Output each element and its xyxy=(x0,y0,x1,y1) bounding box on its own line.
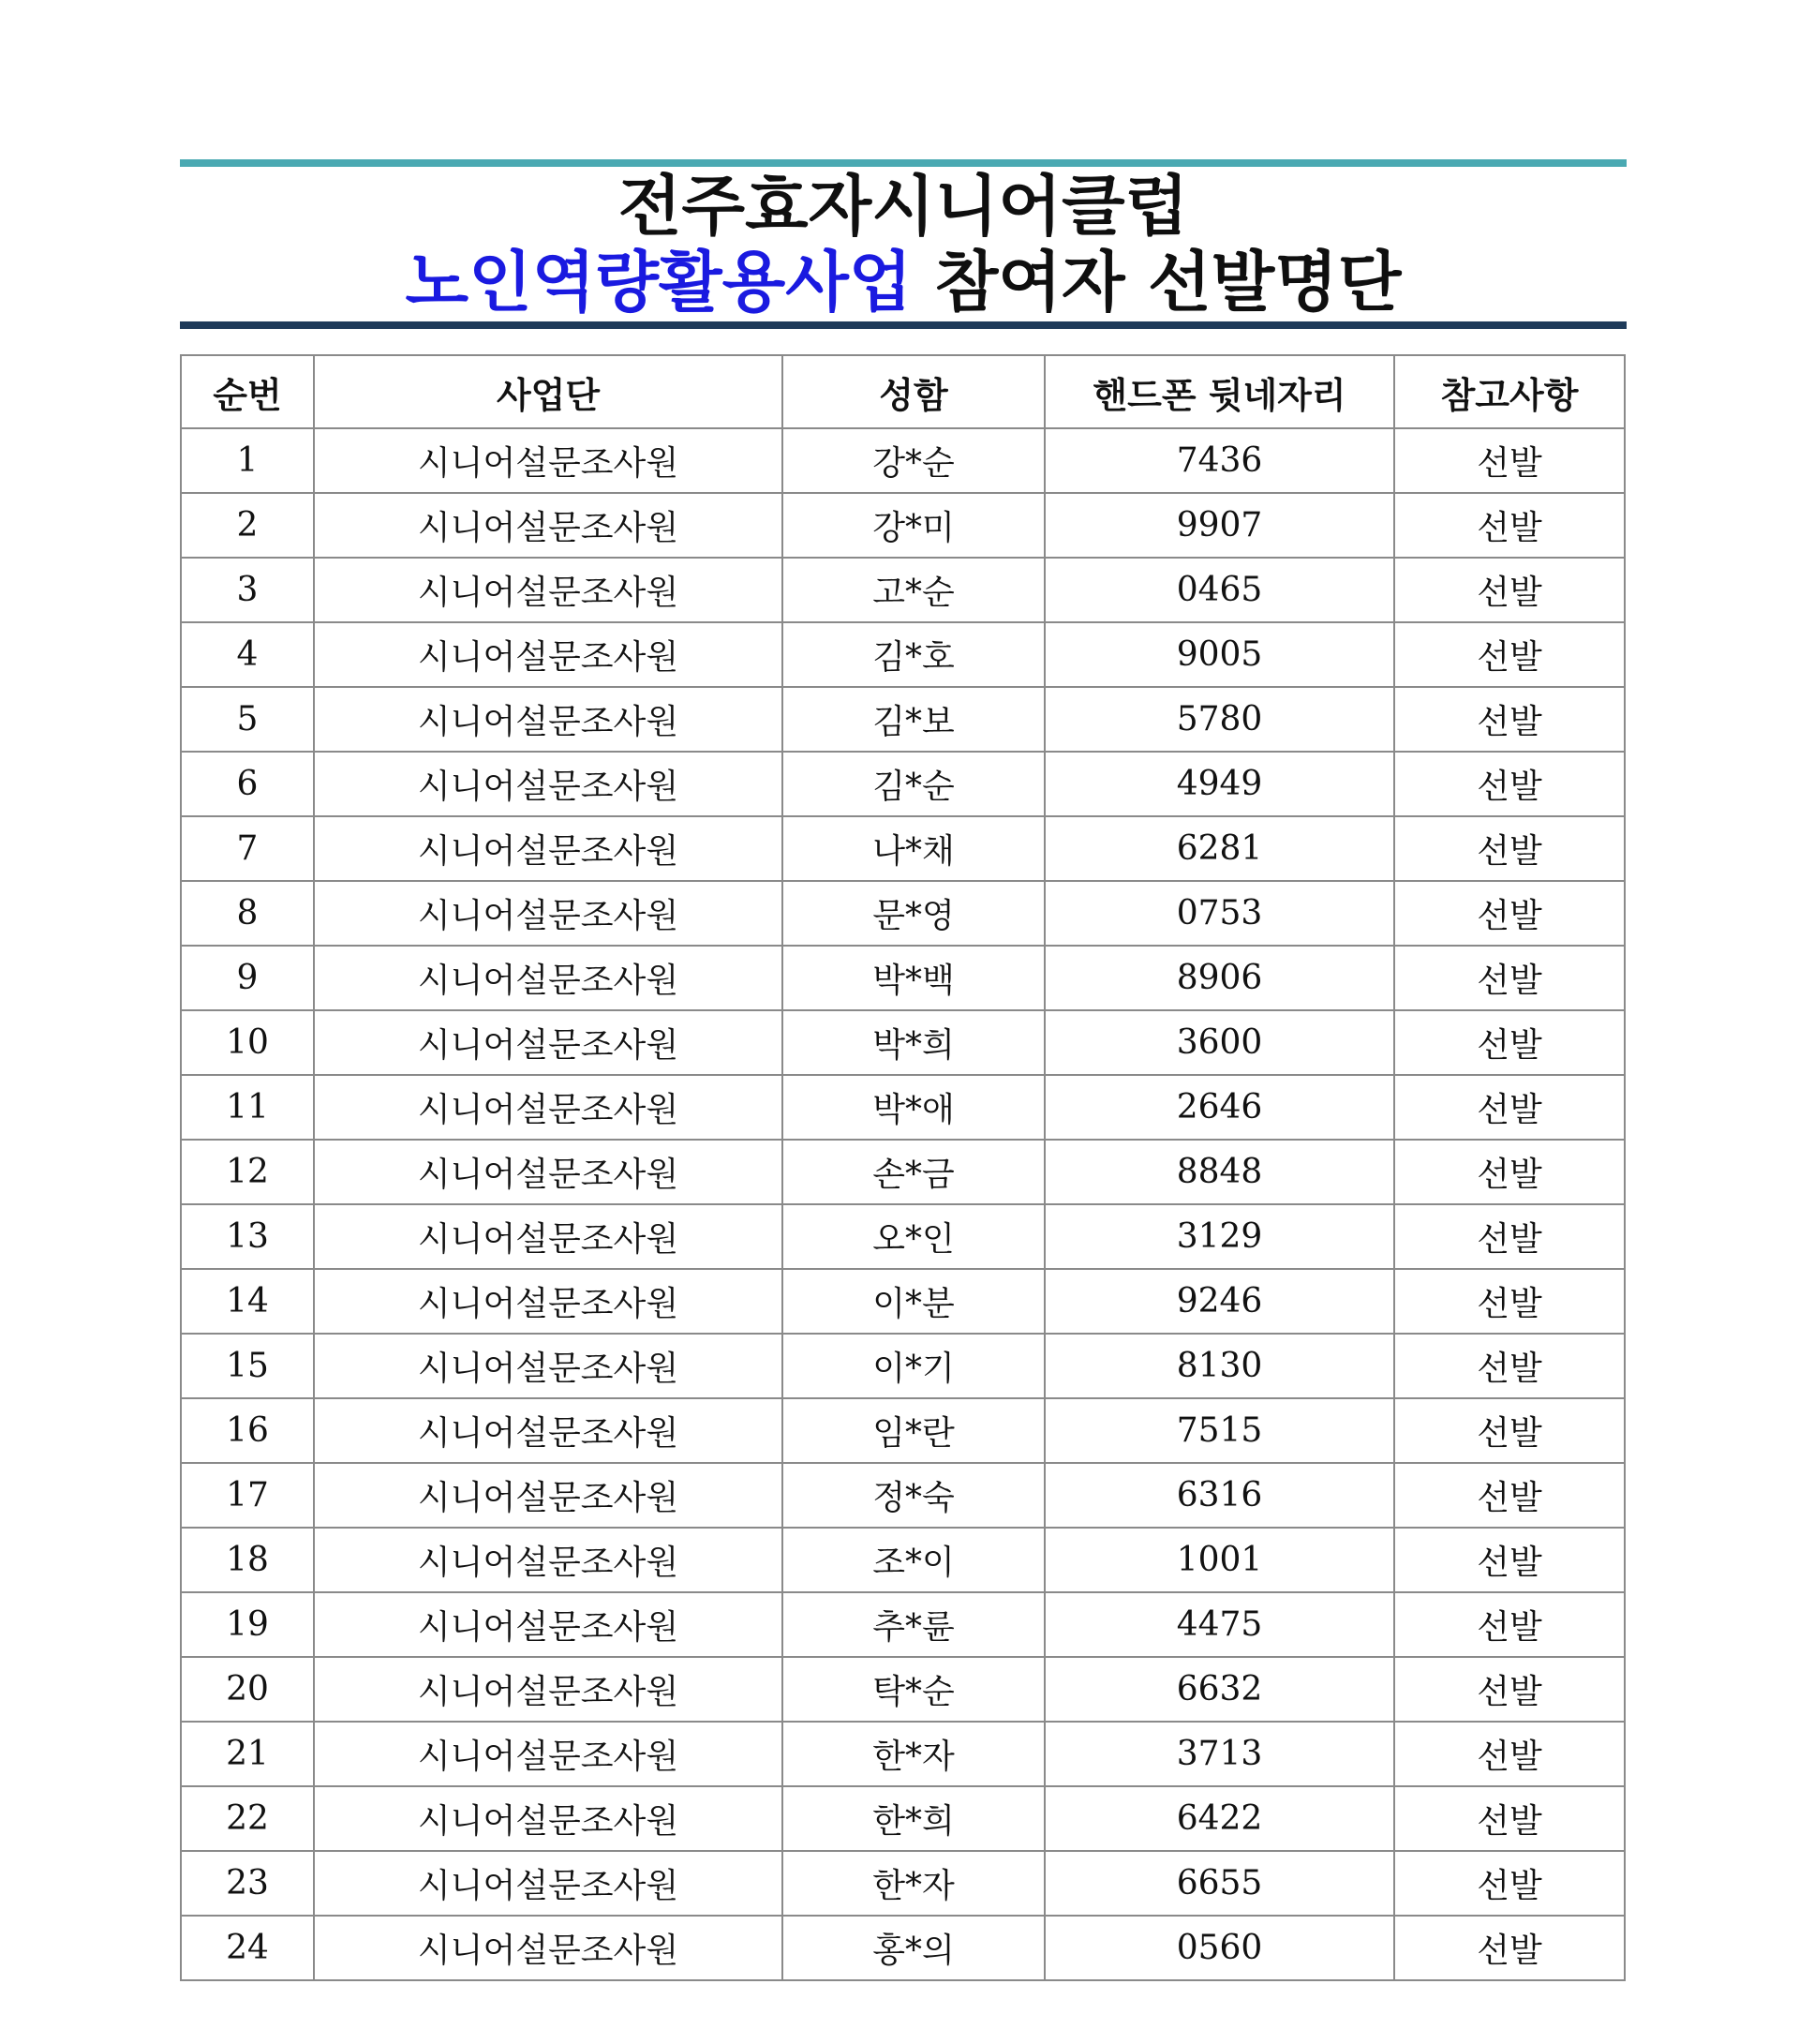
cell-number: 2 xyxy=(181,493,314,558)
table-row xyxy=(181,1786,1625,1851)
table-row xyxy=(181,1528,1625,1592)
cell-project: 시니어설문조사원 xyxy=(314,1269,782,1334)
cell-project: 시니어설문조사원 xyxy=(314,881,782,946)
document-subtitle xyxy=(180,244,1627,321)
cell-phone-last4: 5780 xyxy=(1045,687,1394,752)
cell-remarks: 선발 xyxy=(1394,1851,1625,1916)
header-project: 사업단 xyxy=(314,355,782,428)
cell-name: 홍*의 xyxy=(782,1916,1045,1980)
cell-phone-last4: 0753 xyxy=(1045,881,1394,946)
cell-number: 10 xyxy=(181,1010,314,1075)
cell-project: 시니어설문조사원 xyxy=(314,1398,782,1463)
cell-remarks: 선발 xyxy=(1394,1010,1625,1075)
cell-number: 12 xyxy=(181,1140,314,1204)
table-row xyxy=(181,816,1625,881)
cell-project: 시니어설문조사원 xyxy=(314,622,782,687)
table-body xyxy=(181,428,1625,1980)
table-row xyxy=(181,493,1625,558)
cell-number: 17 xyxy=(181,1463,314,1528)
cell-name: 탁*순 xyxy=(782,1657,1045,1722)
cell-project: 시니어설문조사원 xyxy=(314,1786,782,1851)
list-name: 참여자 선발명단 xyxy=(912,244,1402,321)
table-row xyxy=(181,946,1625,1010)
table-row xyxy=(181,558,1625,622)
table-row xyxy=(181,1010,1625,1075)
cell-phone-last4: 7436 xyxy=(1045,428,1394,493)
cell-remarks: 선발 xyxy=(1394,493,1625,558)
cell-name: 정*숙 xyxy=(782,1463,1045,1528)
table-row xyxy=(181,1916,1625,1980)
cell-project: 시니어설문조사원 xyxy=(314,687,782,752)
cell-number: 18 xyxy=(181,1528,314,1592)
cell-phone-last4: 6281 xyxy=(1045,816,1394,881)
cell-phone-last4: 6655 xyxy=(1045,1851,1394,1916)
cell-project: 시니어설문조사원 xyxy=(314,752,782,816)
cell-name: 박*애 xyxy=(782,1075,1045,1140)
table-row xyxy=(181,1722,1625,1786)
cell-project: 시니어설문조사원 xyxy=(314,816,782,881)
cell-number: 5 xyxy=(181,687,314,752)
cell-phone-last4: 3600 xyxy=(1045,1010,1394,1075)
header-number: 순번 xyxy=(181,355,314,428)
cell-phone-last4: 8130 xyxy=(1045,1334,1394,1398)
cell-name: 임*란 xyxy=(782,1398,1045,1463)
cell-remarks: 선발 xyxy=(1394,752,1625,816)
table-row xyxy=(181,1657,1625,1722)
cell-remarks: 선발 xyxy=(1394,1916,1625,1980)
bottom-divider xyxy=(180,321,1627,329)
cell-name: 나*채 xyxy=(782,816,1045,881)
cell-project: 시니어설문조사원 xyxy=(314,1075,782,1140)
organization-name: 전주효자시니어클럽 xyxy=(617,168,1189,245)
cell-number: 9 xyxy=(181,946,314,1010)
cell-phone-last4: 3129 xyxy=(1045,1204,1394,1269)
cell-remarks: 선발 xyxy=(1394,1334,1625,1398)
cell-number: 6 xyxy=(181,752,314,816)
cell-name: 한*자 xyxy=(782,1722,1045,1786)
cell-number: 19 xyxy=(181,1592,314,1657)
cell-remarks: 선발 xyxy=(1394,1269,1625,1334)
cell-phone-last4: 9907 xyxy=(1045,493,1394,558)
table-row xyxy=(181,1204,1625,1269)
cell-remarks: 선발 xyxy=(1394,687,1625,752)
cell-remarks: 선발 xyxy=(1394,558,1625,622)
cell-name: 한*자 xyxy=(782,1851,1045,1916)
table-row xyxy=(181,1269,1625,1334)
table-row xyxy=(181,1851,1625,1916)
cell-project: 시니어설문조사원 xyxy=(314,946,782,1010)
cell-number: 14 xyxy=(181,1269,314,1334)
cell-project: 시니어설문조사원 xyxy=(314,1657,782,1722)
cell-number: 8 xyxy=(181,881,314,946)
cell-project: 시니어설문조사원 xyxy=(314,1010,782,1075)
table-row xyxy=(181,1463,1625,1528)
top-divider xyxy=(180,159,1627,167)
cell-number: 15 xyxy=(181,1334,314,1398)
table-row xyxy=(181,881,1625,946)
header-phone-last4: 핸드폰 뒷네자리 xyxy=(1045,355,1394,428)
cell-remarks: 선발 xyxy=(1394,816,1625,881)
cell-phone-last4: 8848 xyxy=(1045,1140,1394,1204)
cell-name: 이*기 xyxy=(782,1334,1045,1398)
cell-phone-last4: 8906 xyxy=(1045,946,1394,1010)
table-row xyxy=(181,687,1625,752)
program-name: 노인역량활용사업 xyxy=(405,244,913,321)
cell-remarks: 선발 xyxy=(1394,1528,1625,1592)
cell-name: 한*희 xyxy=(782,1786,1045,1851)
cell-phone-last4: 6316 xyxy=(1045,1463,1394,1528)
cell-remarks: 선발 xyxy=(1394,1204,1625,1269)
table-row xyxy=(181,1398,1625,1463)
cell-name: 박*희 xyxy=(782,1010,1045,1075)
table-header-row xyxy=(181,355,1625,428)
document-title xyxy=(180,169,1627,321)
table-row xyxy=(181,622,1625,687)
cell-number: 3 xyxy=(181,558,314,622)
cell-remarks: 선발 xyxy=(1394,881,1625,946)
cell-project: 시니어설문조사원 xyxy=(314,493,782,558)
cell-name: 조*이 xyxy=(782,1528,1045,1592)
cell-remarks: 선발 xyxy=(1394,1592,1625,1657)
cell-phone-last4: 4475 xyxy=(1045,1592,1394,1657)
cell-remarks: 선발 xyxy=(1394,1398,1625,1463)
cell-name: 이*분 xyxy=(782,1269,1045,1334)
cell-phone-last4: 6632 xyxy=(1045,1657,1394,1722)
cell-name: 강*순 xyxy=(782,428,1045,493)
cell-phone-last4: 9005 xyxy=(1045,622,1394,687)
cell-number: 21 xyxy=(181,1722,314,1786)
cell-name: 김*호 xyxy=(782,622,1045,687)
cell-number: 13 xyxy=(181,1204,314,1269)
table-row xyxy=(181,1592,1625,1657)
cell-number: 4 xyxy=(181,622,314,687)
cell-project: 시니어설문조사원 xyxy=(314,1463,782,1528)
cell-number: 1 xyxy=(181,428,314,493)
table-row xyxy=(181,1075,1625,1140)
table-row xyxy=(181,428,1625,493)
cell-remarks: 선발 xyxy=(1394,1657,1625,1722)
cell-phone-last4: 4949 xyxy=(1045,752,1394,816)
cell-name: 오*인 xyxy=(782,1204,1045,1269)
cell-phone-last4: 2646 xyxy=(1045,1075,1394,1140)
cell-project: 시니어설문조사원 xyxy=(314,1722,782,1786)
cell-project: 시니어설문조사원 xyxy=(314,1204,782,1269)
cell-number: 11 xyxy=(181,1075,314,1140)
cell-remarks: 선발 xyxy=(1394,1463,1625,1528)
cell-number: 20 xyxy=(181,1657,314,1722)
cell-remarks: 선발 xyxy=(1394,622,1625,687)
table-row xyxy=(181,1334,1625,1398)
cell-remarks: 선발 xyxy=(1394,1140,1625,1204)
cell-project: 시니어설문조사원 xyxy=(314,1592,782,1657)
participant-table xyxy=(180,354,1626,1981)
cell-project: 시니어설문조사원 xyxy=(314,558,782,622)
cell-number: 23 xyxy=(181,1851,314,1916)
cell-name: 추*륜 xyxy=(782,1592,1045,1657)
cell-remarks: 선발 xyxy=(1394,1786,1625,1851)
cell-remarks: 선발 xyxy=(1394,1722,1625,1786)
cell-name: 고*순 xyxy=(782,558,1045,622)
cell-phone-last4: 0560 xyxy=(1045,1916,1394,1980)
cell-project: 시니어설문조사원 xyxy=(314,1916,782,1980)
cell-number: 16 xyxy=(181,1398,314,1463)
cell-project: 시니어설문조사원 xyxy=(314,1851,782,1916)
cell-number: 22 xyxy=(181,1786,314,1851)
cell-remarks: 선발 xyxy=(1394,946,1625,1010)
cell-phone-last4: 0465 xyxy=(1045,558,1394,622)
cell-phone-last4: 3713 xyxy=(1045,1722,1394,1786)
cell-name: 문*영 xyxy=(782,881,1045,946)
cell-phone-last4: 9246 xyxy=(1045,1269,1394,1334)
cell-project: 시니어설문조사원 xyxy=(314,1140,782,1204)
cell-phone-last4: 7515 xyxy=(1045,1398,1394,1463)
cell-phone-last4: 6422 xyxy=(1045,1786,1394,1851)
header-name: 성함 xyxy=(782,355,1045,428)
cell-name: 박*백 xyxy=(782,946,1045,1010)
cell-number: 24 xyxy=(181,1916,314,1980)
cell-remarks: 선발 xyxy=(1394,1075,1625,1140)
header-remarks: 참고사항 xyxy=(1394,355,1625,428)
cell-project: 시니어설문조사원 xyxy=(314,1334,782,1398)
cell-project: 시니어설문조사원 xyxy=(314,1528,782,1592)
cell-name: 강*미 xyxy=(782,493,1045,558)
table-row xyxy=(181,752,1625,816)
table-row xyxy=(181,1140,1625,1204)
cell-phone-last4: 1001 xyxy=(1045,1528,1394,1592)
cell-name: 김*보 xyxy=(782,687,1045,752)
cell-project: 시니어설문조사원 xyxy=(314,428,782,493)
cell-name: 김*순 xyxy=(782,752,1045,816)
cell-number: 7 xyxy=(181,816,314,881)
cell-remarks: 선발 xyxy=(1394,428,1625,493)
cell-name: 손*금 xyxy=(782,1140,1045,1204)
